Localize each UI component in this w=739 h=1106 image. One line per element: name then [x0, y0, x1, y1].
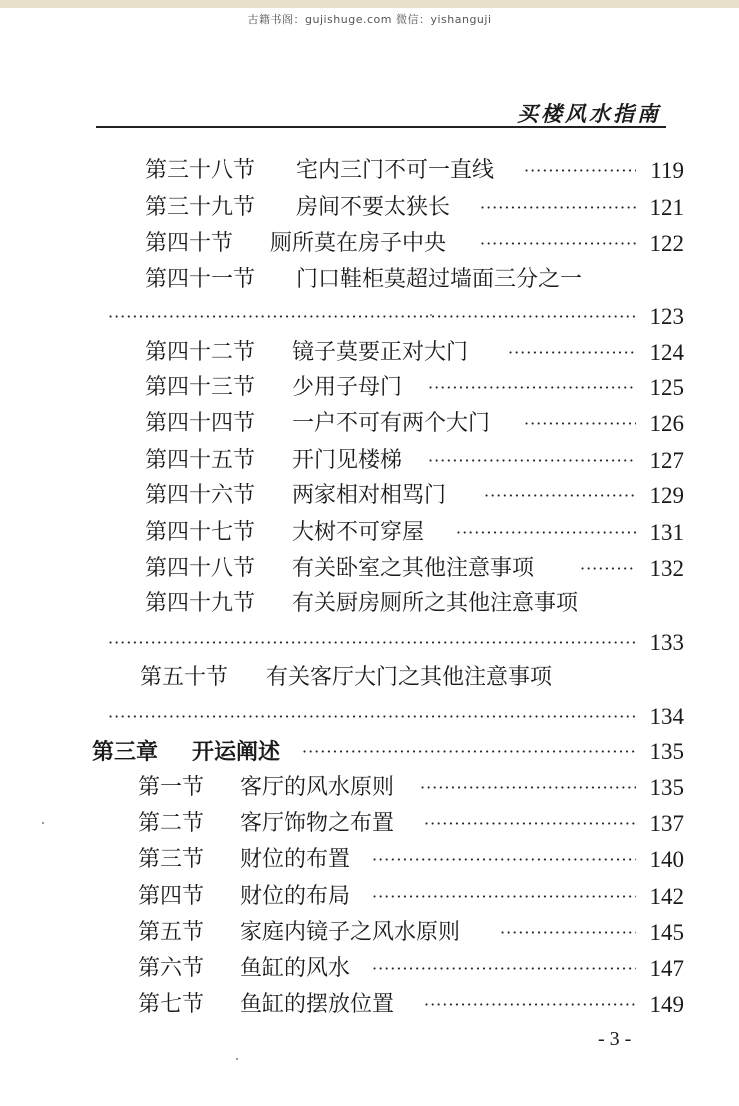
toc-leader-dots [524, 407, 636, 441]
toc-entry [0, 807, 739, 841]
toc-section-label: 第三十八节 [145, 158, 256, 183]
toc-leader-dots [424, 988, 636, 1022]
toc-section-label: 第四十一节 [145, 267, 256, 292]
toc-section-label: 第七节 [138, 992, 205, 1017]
toc-entry [0, 336, 739, 370]
page-number: - 3 - [598, 1028, 632, 1050]
toc-leader-dots [372, 880, 636, 914]
toc-section-label: 第二节 [138, 811, 205, 836]
toc-entry-continuation [0, 626, 739, 660]
toc-page-number: 147 [649, 956, 684, 981]
toc-entry [0, 227, 739, 261]
toc-section-label: 第六节 [138, 956, 205, 981]
toc-entry-title: 客厅饰物之布置 [240, 811, 395, 836]
toc-leader-dots [428, 371, 636, 405]
toc-section-label: 第四十四节 [145, 411, 256, 436]
toc-section-label: 第三十九节 [145, 195, 256, 220]
toc-section-label: 第四十五节 [145, 448, 256, 473]
toc-entry [0, 371, 739, 405]
toc-entry [0, 843, 739, 877]
toc-entry [0, 952, 739, 986]
toc-entry-title: 鱼缸的摆放位置 [240, 992, 395, 1017]
toc-section-label: 第一节 [138, 775, 205, 800]
toc-entry-title: 家庭内镜子之风水原则 [240, 920, 461, 945]
toc-section-label: 第四十二节 [145, 340, 256, 365]
toc-entry [0, 407, 739, 441]
toc-page-number: 129 [649, 483, 684, 508]
toc-section-label: 第四十三节 [145, 375, 256, 400]
toc-page-number: 131 [649, 520, 684, 545]
toc-leader-dots [302, 735, 636, 769]
toc-section-label: 第四十节 [145, 231, 234, 256]
toc-entry-title: 两家相对相骂门 [292, 483, 447, 508]
toc-entry [0, 154, 739, 188]
toc-leader-dots [108, 300, 636, 334]
toc-page-number: 137 [649, 811, 684, 836]
toc-entry-title: 有关厨房厕所之其他注意事项 [292, 591, 579, 616]
toc-entry-continuation [0, 700, 739, 734]
toc-entry [0, 552, 739, 586]
toc-entry [0, 880, 739, 914]
toc-leader-dots [108, 700, 636, 734]
toc-entry [0, 771, 739, 805]
toc-page-number: 126 [649, 411, 684, 436]
toc-section-label: 第四节 [138, 884, 205, 909]
toc-entry-title: 财位的布置 [240, 847, 351, 872]
toc-entry [0, 587, 739, 621]
toc-page-number: 135 [649, 739, 684, 764]
toc-entry-title: 客厅的风水原则 [240, 775, 395, 800]
toc-leader-dots [108, 626, 636, 660]
toc-page-number: 123 [649, 304, 684, 329]
toc-chapter-label: 第三章 [92, 739, 159, 765]
toc-leader-dots [372, 952, 636, 986]
toc-page-number: 132 [649, 556, 684, 581]
toc-page-number: 145 [649, 920, 684, 945]
toc-entry [0, 444, 739, 478]
toc-leader-dots [580, 552, 636, 586]
toc-entry-title: 大树不可穿屋 [292, 520, 425, 545]
toc-entry-title: 镜子莫要正对大门 [292, 340, 469, 365]
toc-page-number: 121 [649, 195, 684, 220]
toc-chapter-entry [0, 735, 739, 769]
toc-section-label: 第四十八节 [145, 556, 256, 581]
toc-section-label: 第四十九节 [145, 591, 256, 616]
toc-entry-title: 房间不要太狭长 [296, 195, 451, 220]
toc-page-number: 124 [649, 340, 684, 365]
toc-section-label: 第五十节 [140, 665, 229, 690]
toc-entry [0, 516, 739, 550]
toc-leader-dots [456, 516, 636, 550]
toc-entry [0, 988, 739, 1022]
toc-entry-title: 财位的布局 [240, 884, 351, 909]
scan-speck [430, 314, 432, 316]
toc-section-label: 第三节 [138, 847, 205, 872]
toc-entry [0, 263, 739, 297]
toc-page-number: 135 [649, 775, 684, 800]
toc-entry-title: 厕所莫在房子中央 [270, 231, 447, 256]
toc-section-label: 第四十七节 [145, 520, 256, 545]
toc-entry-continuation [0, 300, 739, 334]
toc-chapter-title: 开运阐述 [192, 739, 281, 765]
toc-leader-dots [424, 807, 636, 841]
toc-page-number: 140 [649, 847, 684, 872]
toc-entry-title: 宅内三门不可一直线 [296, 158, 495, 183]
toc-entry [0, 916, 739, 950]
toc-page-number: 133 [649, 630, 684, 655]
toc-section-label: 第五节 [138, 920, 205, 945]
toc-entry [0, 661, 739, 695]
toc-page-number: 142 [649, 884, 684, 909]
running-header-title: 买楼风水指南 [517, 101, 661, 126]
watermark-text: 古籍书阁：gujishuge.com 微信：yishanguji [247, 13, 492, 26]
toc-entry-title: 鱼缸的风水 [240, 956, 351, 981]
toc-page-number: 149 [649, 992, 684, 1017]
toc-entry-title: 有关客厅大门之其他注意事项 [266, 665, 553, 690]
toc-leader-dots [420, 771, 636, 805]
toc-leader-dots [508, 336, 636, 370]
toc-entry-title: 有关卧室之其他注意事项 [292, 556, 535, 581]
toc-leader-dots [524, 154, 636, 188]
toc-leader-dots [484, 479, 636, 513]
toc-entry [0, 191, 739, 225]
toc-leader-dots [372, 843, 636, 877]
toc-leader-dots [428, 444, 636, 478]
toc-leader-dots [480, 227, 636, 261]
scan-speck [42, 822, 44, 824]
toc-entry [0, 479, 739, 513]
toc-page-number: 122 [649, 231, 684, 256]
toc-entry-title: 一户不可有两个大门 [292, 411, 491, 436]
toc-entry-title: 少用子母门 [292, 375, 403, 400]
toc-entry-title: 开门见楼梯 [292, 448, 403, 473]
toc-page-number: 119 [650, 158, 684, 183]
toc-entry-title: 门口鞋柜莫超过墙面三分之一 [296, 267, 583, 292]
toc-section-label: 第四十六节 [145, 483, 256, 508]
toc-page-number: 127 [649, 448, 684, 473]
toc-leader-dots [500, 916, 636, 950]
toc-page-number: 125 [649, 375, 684, 400]
scan-speck [236, 1058, 238, 1060]
toc-leader-dots [480, 191, 636, 225]
toc-page-number: 134 [649, 704, 684, 729]
